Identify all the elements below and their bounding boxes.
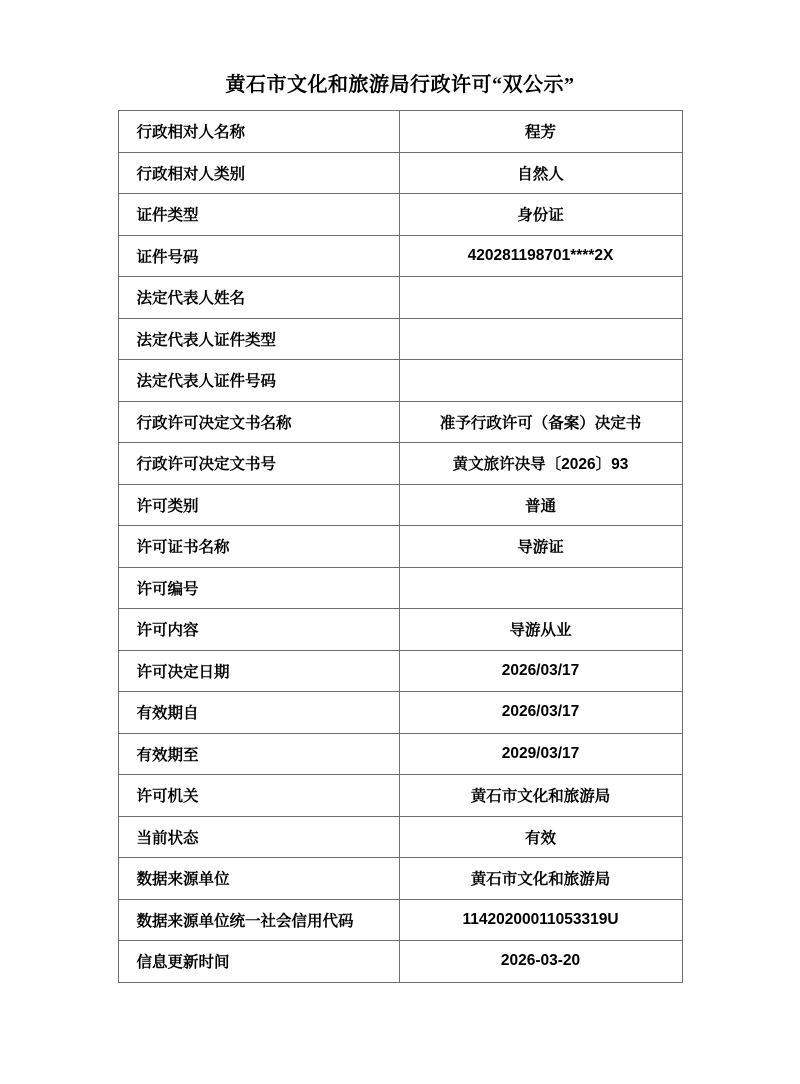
row-value [399, 318, 682, 360]
row-label: 许可证书名称 [118, 526, 399, 568]
row-value [399, 277, 682, 319]
table-row [118, 152, 682, 194]
row-value: 导游证 [399, 526, 682, 568]
row-label: 许可内容 [118, 609, 399, 651]
table-row [118, 899, 682, 941]
row-label: 法定代表人姓名 [118, 277, 399, 319]
table-row [118, 650, 682, 692]
row-label: 行政许可决定文书号 [118, 443, 399, 485]
row-label: 法定代表人证件号码 [118, 360, 399, 402]
table-row [118, 235, 682, 277]
table-row [118, 609, 682, 651]
table-row [118, 941, 682, 983]
row-label: 许可决定日期 [118, 650, 399, 692]
row-label: 行政相对人名称 [118, 111, 399, 153]
table-row [118, 360, 682, 402]
table-body [118, 111, 682, 983]
row-value: 黄石市文化和旅游局 [399, 775, 682, 817]
row-value: 身份证 [399, 194, 682, 236]
row-label: 行政相对人类别 [118, 152, 399, 194]
row-label: 有效期至 [118, 733, 399, 775]
row-label: 证件号码 [118, 235, 399, 277]
row-label: 许可编号 [118, 567, 399, 609]
page-title: 黄石市文化和旅游局行政许可“双公示” [225, 74, 575, 96]
row-value: 普通 [399, 484, 682, 526]
row-label: 证件类型 [118, 194, 399, 236]
table-row [118, 816, 682, 858]
row-label: 法定代表人证件类型 [118, 318, 399, 360]
table-row [118, 318, 682, 360]
table-row [118, 567, 682, 609]
table-row [118, 401, 682, 443]
row-value: 2026/03/17 [399, 650, 682, 692]
row-value: 有效 [399, 816, 682, 858]
table-row [118, 858, 682, 900]
row-label: 许可类别 [118, 484, 399, 526]
row-value: 自然人 [399, 152, 682, 194]
row-label: 许可机关 [118, 775, 399, 817]
table-row [118, 692, 682, 734]
row-value: 11420200011053319U [399, 899, 682, 941]
row-label: 数据来源单位 [118, 858, 399, 900]
table-row [118, 733, 682, 775]
table-row [118, 775, 682, 817]
row-label: 行政许可决定文书名称 [118, 401, 399, 443]
row-value: 准予行政许可（备案）决定书 [399, 401, 682, 443]
table-row [118, 443, 682, 485]
row-value: 2026/03/17 [399, 692, 682, 734]
row-value [399, 567, 682, 609]
row-value: 导游从业 [399, 609, 682, 651]
permit-info-table [118, 110, 683, 983]
row-label: 有效期自 [118, 692, 399, 734]
row-value: 黄文旅许决导〔2026〕93 [399, 443, 682, 485]
row-value [399, 360, 682, 402]
table-row [118, 194, 682, 236]
row-label: 信息更新时间 [118, 941, 399, 983]
table-row [118, 277, 682, 319]
row-value: 2026-03-20 [399, 941, 682, 983]
table-row [118, 484, 682, 526]
table-row [118, 526, 682, 568]
row-value: 黄石市文化和旅游局 [399, 858, 682, 900]
row-value: 程芳 [399, 111, 682, 153]
table-row [118, 111, 682, 153]
row-value: 420281198701****2X [399, 235, 682, 277]
row-value: 2029/03/17 [399, 733, 682, 775]
row-label: 当前状态 [118, 816, 399, 858]
row-label: 数据来源单位统一社会信用代码 [118, 899, 399, 941]
